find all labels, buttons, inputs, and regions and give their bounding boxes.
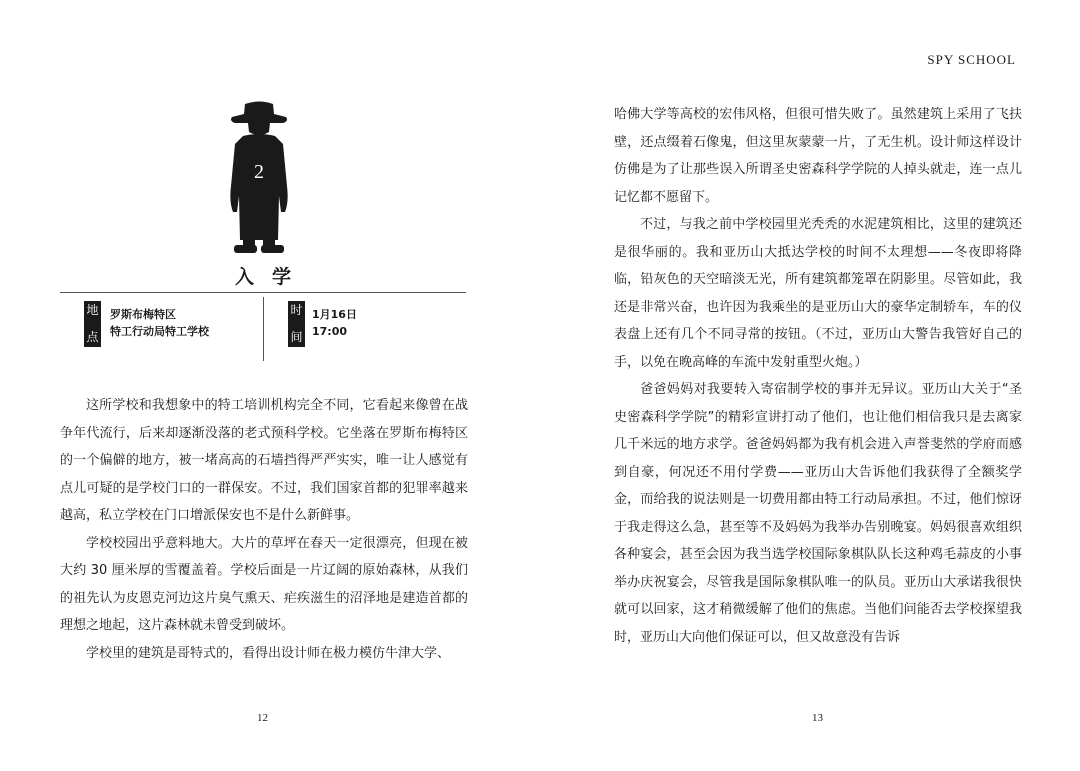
- paragraph-continued: 哈佛大学等高校的宏伟风格，但很可惜失败了。虽然建筑上采用了飞扶壁，还点缀着石像鬼，但这里灰蒙蒙一片，了无生机。设计师这样设计仿佛是为了让那些误入所谓圣史密森科学学院的人掉头就走，连一点儿记忆都不愿留下。: [614, 107, 1022, 205]
- running-head: SPY SCHOOL: [927, 52, 1016, 67]
- info-divider: [263, 297, 264, 361]
- paragraph: 学校里的建筑是哥特式的，看得出设计师在极力模仿牛津大学、: [86, 645, 451, 661]
- page-number: 12: [257, 712, 268, 724]
- location-label: 地 点: [84, 301, 101, 347]
- right-body-text: [614, 101, 1022, 651]
- spy-silhouette-icon: [223, 100, 295, 256]
- paragraph: 学校校园出乎意料地大。大片的草坪在春天一定很漂亮，但现在被大约 30 厘米厚的雪覆盖着。学校后面是一片辽阔的原始森林，从我们的祖先认为皮恩克河边这片臭气熏天、疟疾滋生的沼泽地是建造首都的理想之地起，这片森林就未曾受到破坏。: [60, 535, 468, 633]
- right-page: [540, 0, 1080, 771]
- chapter-title: 入学: [234, 266, 309, 288]
- paragraph: 这所学校和我想象中的特工培训机构完全不同，它看起来像曾在战争年代流行，后来却逐渐没落的老式预科学校。它坐落在罗斯布梅特区的一个偏僻的地方，被一堵高高的石墙挡得严严实实，唯一让人感觉有点儿可疑的是学校门口的一群保安。不过，我们国家首都的犯罪率越来越高，私立学校在门口增派保安也不是什么新鲜事。: [60, 398, 468, 523]
- time-label: 时 间: [288, 301, 305, 347]
- location-value: 罗斯布梅特区 特工行动局特工学校: [110, 308, 209, 338]
- paragraph: 不过，与我之前中学校园里光秃秃的水泥建筑相比，这里的建筑还是很华丽的。我和亚历山大抵达学校的时间不太理想——冬夜即将降临，铅灰色的天空暗淡无光，所有建筑都笼罩在阴影里。尽管如此，我还是非常兴奋，也许因为我乘坐的是亚历山大的豪华定制轿车，车的仪表盘上还有几个不同寻常的按钮。（不过，亚历山大警告我管好自己的手，以免在晚高峰的车流中发射重型火炮。）: [614, 217, 1022, 370]
- left-body-text: [60, 392, 468, 667]
- chapter-info-box: [60, 292, 466, 363]
- paragraph: 爸爸妈妈对我要转入寄宿制学校的事并无异议。亚历山大关于“圣史密森科学学院”的精彩宣讲打动了他们，也让他们相信我只是去离家几千米远的地方求学。爸爸妈妈都为我有机会进入声誉斐然的学府而感到自豪，何况还不用付学费——亚历山大告诉他们我获得了全额奖学金，而给我的说法则是一切费用都由特工行动局承担。不过，他们惊讶于我走得这么急，甚至等不及妈妈为我举办告别晚宴。妈妈很喜欢组织各种宴会，甚至会因为我当选学校国际象棋队队长这种鸡毛蒜皮的小事举办庆祝宴会，尽管我是国际象棋队唯一的队员。亚历山大承诺我很快就可以回家，这才稍微缓解了他们的焦虑。当他们问能否去学校探望我时，亚历山大向他们保证可以，但又故意没有告诉: [614, 382, 1022, 645]
- page-number: 13: [812, 712, 823, 724]
- chapter-number: 2: [254, 161, 264, 183]
- time-value: 1月16日 17:00: [312, 308, 357, 338]
